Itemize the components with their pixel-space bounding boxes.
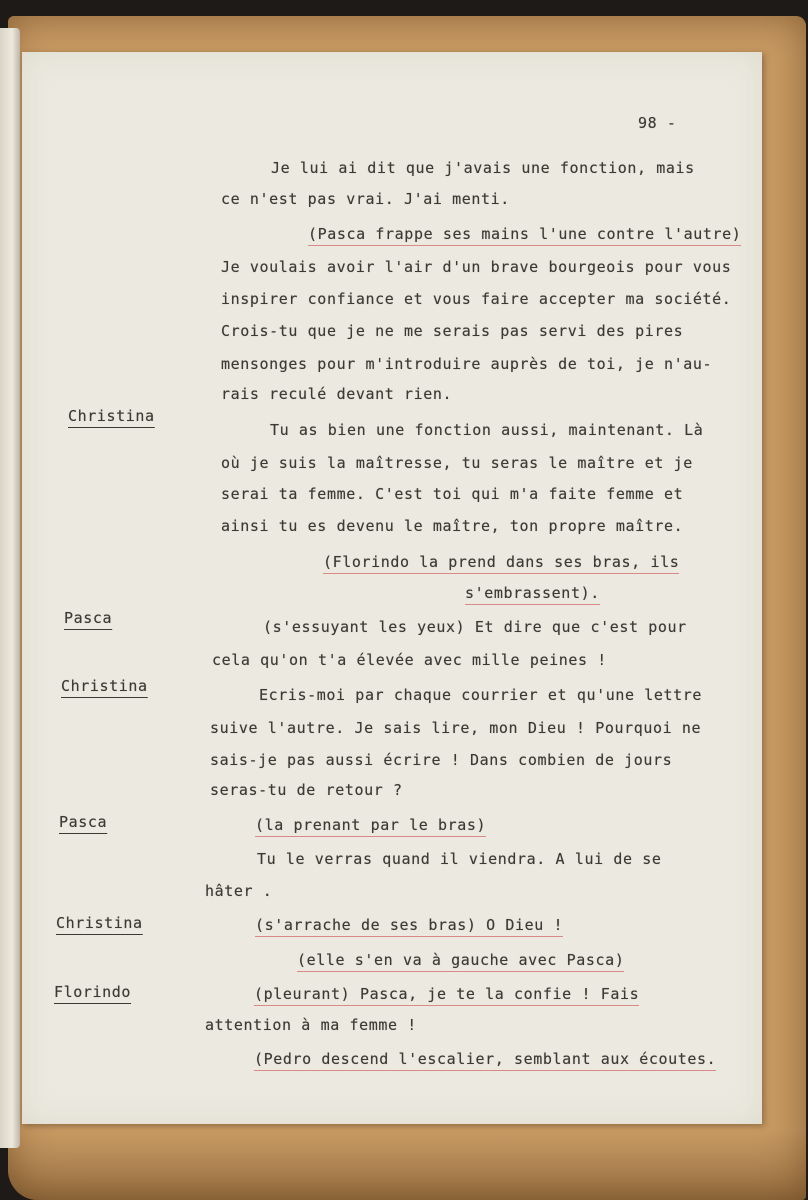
text-line: Ecris-moi par chaque courrier et qu'une lettre xyxy=(259,686,703,704)
text-line: hâter . xyxy=(205,882,273,900)
text-line: où je suis la maîtresse, tu seras le maître et je xyxy=(221,454,693,472)
text-line: rais reculé devant rien. xyxy=(221,385,453,403)
speaker-name: Christina xyxy=(68,407,155,425)
stage-direction: (elle s'en va à gauche avec Pasca) xyxy=(297,951,624,972)
text-line: Crois-tu que je ne me serais pas servi des pires xyxy=(221,322,684,340)
text-line: Je lui ai dit que j'avais une fonction, mais xyxy=(271,159,695,177)
stage-direction: s'embrassent). xyxy=(465,584,600,605)
text-line: ce n'est pas vrai. J'ai menti. xyxy=(221,190,510,208)
text-line: suive l'autre. Je sais lire, mon Dieu ! Pourquoi ne xyxy=(210,719,702,737)
text-line: Je voulais avoir l'air d'un brave bourgeois pour vous xyxy=(221,258,732,276)
stage-direction: (pleurant) Pasca, je te la confie ! Fais xyxy=(254,985,639,1006)
text-line: Tu le verras quand il viendra. A lui de se xyxy=(257,850,662,868)
text-line: serai ta femme. C'est toi qui m'a faite femme et xyxy=(221,485,684,503)
text-line: ainsi tu es devenu le maître, ton propre maître. xyxy=(221,517,684,535)
stage-direction: (Florindo la prend dans ses bras, ils xyxy=(323,553,679,574)
text-line: inspirer confiance et vous faire accepter ma société. xyxy=(221,290,732,308)
text-line: seras-tu de retour ? xyxy=(210,781,403,799)
text-line: attention à ma femme ! xyxy=(205,1016,417,1034)
speaker-name: Pasca xyxy=(64,609,113,627)
stage-direction: (Pedro descend l'escalier, semblant aux écoutes. xyxy=(254,1050,716,1071)
stage-direction: (Pasca frappe ses mains l'une contre l'autre) xyxy=(308,225,741,246)
speaker-name: Christina xyxy=(56,914,143,932)
previous-page-edge xyxy=(0,28,20,1148)
speaker-name: Christina xyxy=(61,677,148,695)
stage-direction: (s'arrache de ses bras) O Dieu ! xyxy=(255,916,563,937)
text-line: (s'essuyant les yeux) Et dire que c'est pour xyxy=(263,618,687,636)
text-line: Tu as bien une fonction aussi, maintenant. Là xyxy=(270,421,704,439)
text-line: cela qu'on t'a élevée avec mille peines ! xyxy=(212,651,607,669)
text-line: sais-je pas aussi écrire ! Dans combien de jours xyxy=(210,751,673,769)
speaker-name: Pasca xyxy=(59,813,108,831)
stage-direction: (la prenant par le bras) xyxy=(255,816,486,837)
speaker-name: Florindo xyxy=(54,983,132,1001)
text-line: mensonges pour m'introduire auprès de toi, je n'au- xyxy=(221,355,713,373)
page-number: 98 - xyxy=(638,114,677,132)
